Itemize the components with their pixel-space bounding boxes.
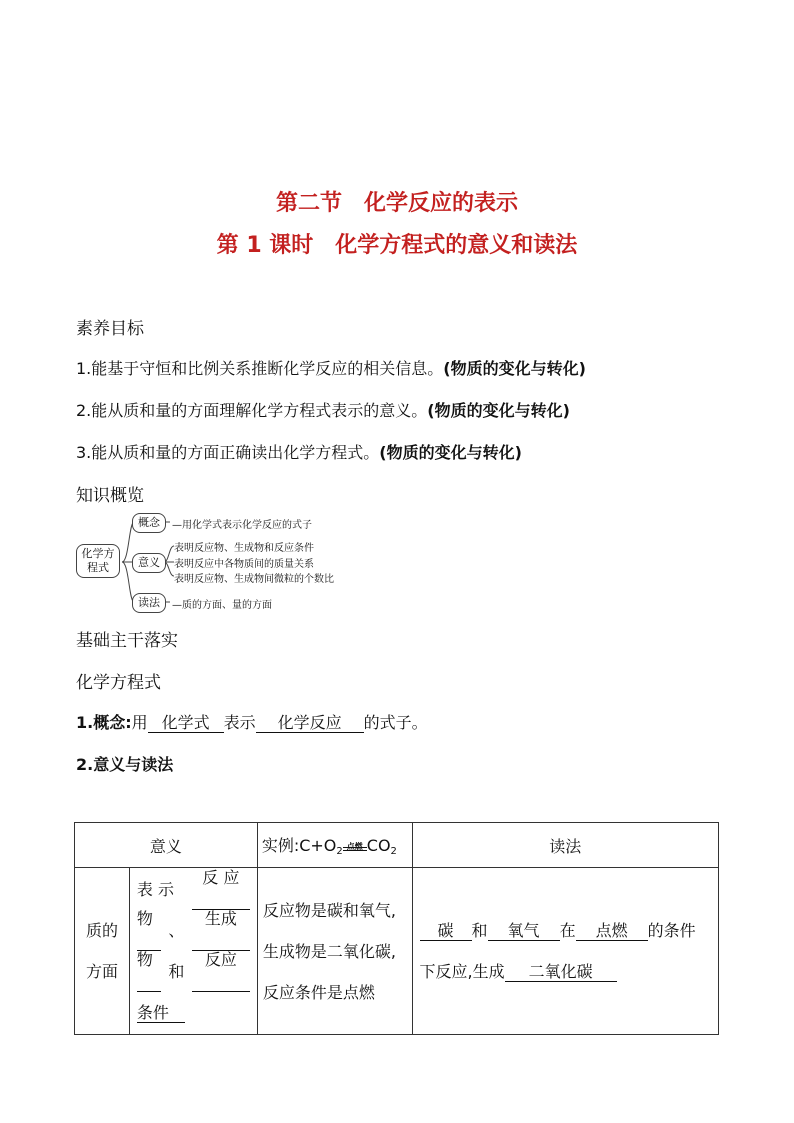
diagram-node-meaning: 意义 bbox=[132, 553, 166, 573]
diagram-root: 化学方程式 bbox=[76, 544, 120, 578]
table-header-row bbox=[75, 823, 719, 868]
basics-heading: 基础主干落实 bbox=[76, 631, 178, 651]
row-example: 反应物是碳和氧气,生成物是二氧化碳,反应条件是点燃 bbox=[257, 868, 412, 1035]
header-reading: 读法 bbox=[412, 823, 718, 868]
goal-item-2: 2.能从质和量的方面理解化学方程式表示的意义。(物质的变化与转化) bbox=[76, 401, 570, 420]
goal-item-3: 3.能从质和量的方面正确读出化学方程式。(物质的变化与转化) bbox=[76, 443, 522, 462]
row-category: 质的方面 bbox=[75, 868, 130, 1035]
table-row bbox=[75, 868, 719, 1035]
chapter-title: 第二节 化学反应的表示 bbox=[275, 191, 518, 216]
row-reading: 碳 和 氧气 在 点燃 的条件下反应,生成 二氧化碳 bbox=[412, 868, 718, 1035]
diagram-note-reading: —质的方面、量的方面 bbox=[172, 600, 272, 611]
row-meaning: 表 示 反 应 物 、 生成 物 和 反应 条件 bbox=[129, 868, 257, 1035]
diagram-note-meaning-3: 表明反应物、生成物间微粒的个数比 bbox=[174, 574, 334, 585]
diagram-note-meaning-1: 表明反应物、生成物和反应条件 bbox=[174, 543, 314, 554]
blank-chemical-reaction: 化学反应 bbox=[256, 714, 364, 733]
header-example: 实例$:C+O_2$ 点燃 $CO_2$ bbox=[257, 823, 412, 868]
meaning-heading: 2.意义与读法 bbox=[76, 755, 174, 774]
goals-heading: 素养目标 bbox=[76, 319, 144, 339]
knowledge-diagram bbox=[74, 508, 374, 612]
overview-heading: 知识概览 bbox=[76, 486, 144, 506]
meaning-reading-table bbox=[74, 822, 719, 1035]
diagram-node-concept: 概念 bbox=[132, 513, 166, 533]
topic-heading: 化学方程式 bbox=[76, 673, 161, 693]
goal-item-1: 1.能基于守恒和比例关系推断化学反应的相关信息。(物质的变化与转化) bbox=[76, 359, 586, 378]
lesson-title: 第 1 课时 化学方程式的意义和读法 bbox=[216, 233, 578, 258]
blank-chemical-formula: 化学式 bbox=[148, 714, 224, 733]
diagram-note-meaning-2: 表明反应中各物质间的质量关系 bbox=[174, 559, 314, 570]
header-meaning: 意义 bbox=[75, 823, 258, 868]
concept-line: 1.概念:用 化学式 表示 化学反应 的式子。 bbox=[76, 713, 428, 732]
diagram-note-concept: —用化学式表示化学反应的式子 bbox=[172, 520, 312, 531]
diagram-node-reading: 读法 bbox=[132, 593, 166, 613]
